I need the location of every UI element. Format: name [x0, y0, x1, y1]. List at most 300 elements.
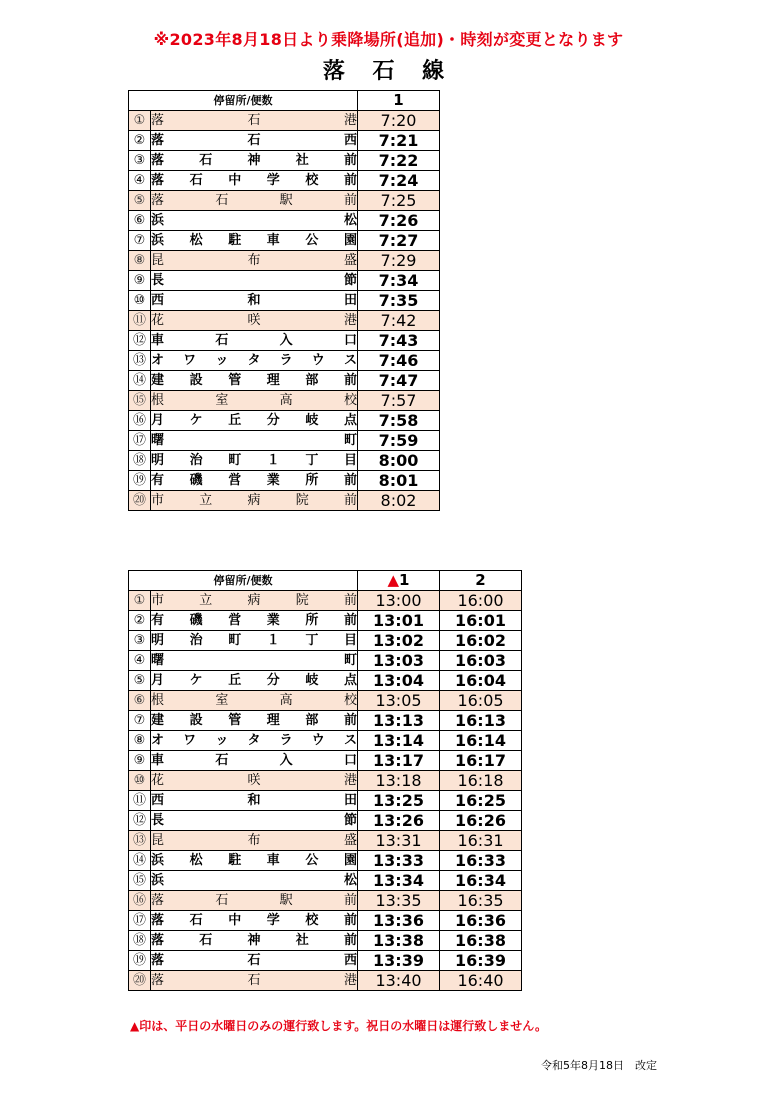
stop-name — [151, 331, 358, 351]
stop-name — [151, 771, 358, 791]
stop-number: ⑨ — [129, 751, 151, 771]
stop-number: ① — [129, 111, 151, 131]
stop-name-char: 神 — [247, 153, 261, 168]
departure-time: 7:59 — [358, 431, 440, 451]
stop-name-char: ケ — [189, 413, 203, 428]
stop-name-char: 神 — [247, 933, 261, 948]
stop-name — [151, 311, 358, 331]
table-header-row — [129, 91, 440, 111]
departure-time: 13:04 — [358, 671, 440, 691]
stop-name-char: 浜 — [151, 853, 165, 868]
stop-name-char: 和 — [247, 293, 261, 308]
stop-name-char: ウ — [311, 353, 325, 368]
stop-name-char: 校 — [343, 693, 357, 708]
stop-name — [151, 751, 358, 771]
table-row — [129, 491, 440, 511]
trip-number: 1 — [399, 571, 410, 589]
stop-name-char: 石 — [215, 893, 229, 908]
table-row — [129, 711, 522, 731]
stop-name-char: 節 — [343, 813, 357, 828]
stop-name-char: 高 — [279, 393, 293, 408]
stop-name-char: 入 — [279, 333, 293, 348]
stop-name-char: 落 — [151, 133, 165, 148]
departure-time: 13:26 — [358, 811, 440, 831]
table-row — [129, 191, 440, 211]
stop-number: ⑪ — [129, 311, 151, 331]
stop-name-char: 口 — [343, 333, 357, 348]
departure-time: 16:39 — [440, 951, 522, 971]
stop-name — [151, 151, 358, 171]
departure-time: 7:21 — [358, 131, 440, 151]
stop-name — [151, 471, 358, 491]
table-row — [129, 391, 440, 411]
stop-number: ⑧ — [129, 251, 151, 271]
stop-name-char: 節 — [343, 273, 357, 288]
stop-name-char: ラ — [279, 733, 293, 748]
stop-name-char: 前 — [343, 193, 357, 208]
stop-number: ⑪ — [129, 791, 151, 811]
stop-name-char: 園 — [343, 233, 357, 248]
departure-time: 16:31 — [440, 831, 522, 851]
table-row — [129, 811, 522, 831]
stop-name-char: ケ — [189, 673, 203, 688]
table-row — [129, 591, 522, 611]
departure-time: 16:01 — [440, 611, 522, 631]
departure-time: 7:58 — [358, 411, 440, 431]
stop-name-char: 石 — [247, 113, 261, 128]
stop-name-char: 前 — [343, 473, 357, 488]
stop-name-char: 港 — [343, 113, 357, 128]
departure-time: 13:17 — [358, 751, 440, 771]
stop-name-char: 設 — [189, 713, 203, 728]
stop-name-char: 西 — [151, 293, 165, 308]
stop-name-char: ス — [343, 733, 357, 748]
departure-time: 13:40 — [358, 971, 440, 991]
departure-time: 16:17 — [440, 751, 522, 771]
stop-name-char: 管 — [228, 713, 242, 728]
stop-name — [151, 391, 358, 411]
stop-name — [151, 651, 358, 671]
stop-name-char: 咲 — [247, 313, 261, 328]
stop-name — [151, 711, 358, 731]
table-row — [129, 611, 522, 631]
stop-name — [151, 631, 358, 651]
stop-name-char: 管 — [228, 373, 242, 388]
stop-number: ⑲ — [129, 951, 151, 971]
stop-number: ③ — [129, 631, 151, 651]
stop-name — [151, 171, 358, 191]
table-row — [129, 971, 522, 991]
table-row — [129, 311, 440, 331]
departure-time: 13:13 — [358, 711, 440, 731]
table-row — [129, 131, 440, 151]
table-row — [129, 451, 440, 471]
stop-name-char: 病 — [247, 493, 261, 508]
departure-time: 13:34 — [358, 871, 440, 891]
table-row — [129, 351, 440, 371]
stop-number: ⑯ — [129, 411, 151, 431]
stop-name-char: 前 — [343, 593, 357, 608]
stop-name-char: 市 — [151, 593, 165, 608]
stop-name-char: 有 — [151, 613, 165, 628]
stop-name-char: 理 — [266, 373, 280, 388]
table-row — [129, 891, 522, 911]
stop-name — [151, 611, 358, 631]
trip-header — [358, 571, 440, 591]
stop-name-char: 西 — [343, 953, 357, 968]
stop-name-char: 松 — [343, 873, 357, 888]
stop-name-char: 石 — [247, 133, 261, 148]
stop-name-char: 所 — [305, 473, 319, 488]
stop-name — [151, 371, 358, 391]
table-row — [129, 411, 440, 431]
stop-name-char: 石 — [199, 153, 213, 168]
stop-name-char: ワ — [183, 353, 197, 368]
stop-name-char: 丁 — [305, 453, 319, 468]
stop-number: ⑫ — [129, 811, 151, 831]
stop-name-char: 浜 — [151, 233, 165, 248]
departure-time: 13:03 — [358, 651, 440, 671]
stop-name-char: 田 — [343, 793, 357, 808]
stop-name-char: 前 — [343, 893, 357, 908]
stop-number: ⑲ — [129, 471, 151, 491]
stop-name-char: 営 — [228, 473, 242, 488]
departure-time: 16:35 — [440, 891, 522, 911]
stop-name-char: 公 — [305, 853, 319, 868]
stop-name-char: 盛 — [343, 833, 357, 848]
stop-name-char: 建 — [151, 373, 165, 388]
departure-time: 7:27 — [358, 231, 440, 251]
page-title: 落 石 線 — [322, 59, 455, 84]
stop-name-char: 建 — [151, 713, 165, 728]
stop-name-char: 落 — [151, 893, 165, 908]
stop-name — [151, 951, 358, 971]
stop-name-char: 前 — [343, 373, 357, 388]
stop-number: ⑬ — [129, 351, 151, 371]
departure-time: 7:29 — [358, 251, 440, 271]
stop-number: ⑤ — [129, 191, 151, 211]
table-row — [129, 231, 440, 251]
stop-number: ⑧ — [129, 731, 151, 751]
stop-name-char: 所 — [305, 613, 319, 628]
stop-name-char: 曙 — [151, 433, 165, 448]
stop-name-char: 目 — [343, 453, 357, 468]
stop-number: ⑥ — [129, 691, 151, 711]
stop-name-char: 病 — [247, 593, 261, 608]
stop-name-char: 根 — [151, 393, 165, 408]
stop-number: ⑬ — [129, 831, 151, 851]
stop-name-char: 月 — [151, 673, 165, 688]
stop-name-char: 西 — [343, 133, 357, 148]
stop-name-char: 前 — [343, 173, 357, 188]
stop-name-char: 明 — [151, 633, 165, 648]
stop-name — [151, 971, 358, 991]
stop-name-char: 石 — [199, 933, 213, 948]
stop-number: ③ — [129, 151, 151, 171]
change-notice: ※2023年8月18日より乗降場所(追加)・時刻が変更となります — [153, 30, 624, 49]
stop-number: ⑰ — [129, 431, 151, 451]
stop-name-char: 前 — [343, 713, 357, 728]
stop-name — [151, 691, 358, 711]
inbound-timetable — [128, 570, 522, 991]
stop-name-char: 駅 — [279, 193, 293, 208]
stop-name-char: 部 — [305, 373, 319, 388]
stop-name-char: 昆 — [151, 253, 165, 268]
stop-name-char: 長 — [151, 813, 165, 828]
table-row — [129, 951, 522, 971]
outbound-timetable — [128, 90, 440, 511]
table-row — [129, 371, 440, 391]
table-row — [129, 771, 522, 791]
stop-name-char: 目 — [343, 633, 357, 648]
departure-time: 16:40 — [440, 971, 522, 991]
stop-name-char: 根 — [151, 693, 165, 708]
table-row — [129, 331, 440, 351]
table-row — [129, 211, 440, 231]
stop-name — [151, 451, 358, 471]
departure-time: 13:39 — [358, 951, 440, 971]
departure-time: 16:03 — [440, 651, 522, 671]
table-row — [129, 271, 440, 291]
departure-time: 13:33 — [358, 851, 440, 871]
stop-name — [151, 591, 358, 611]
stop-name-char: 町 — [343, 433, 357, 448]
stop-number: ⑱ — [129, 451, 151, 471]
stop-name-char: 院 — [295, 593, 309, 608]
stop-name-char: 布 — [247, 833, 261, 848]
departure-time: 13:36 — [358, 911, 440, 931]
stop-name-char: １ — [266, 453, 280, 468]
stop-number: ⑩ — [129, 771, 151, 791]
departure-time: 7:20 — [358, 111, 440, 131]
table-row — [129, 291, 440, 311]
stop-name-char: 落 — [151, 953, 165, 968]
table-row — [129, 731, 522, 751]
stop-name-char: 市 — [151, 493, 165, 508]
stop-name-char: 町 — [343, 653, 357, 668]
stop-name — [151, 811, 358, 831]
stop-name-char: オ — [151, 733, 165, 748]
stop-name-char: 花 — [151, 773, 165, 788]
stop-number: ⑦ — [129, 231, 151, 251]
departure-time: 7:57 — [358, 391, 440, 411]
departure-time: 13:00 — [358, 591, 440, 611]
stop-name-char: 布 — [247, 253, 261, 268]
stop-name-char: 浜 — [151, 873, 165, 888]
stop-name-char: 業 — [266, 613, 280, 628]
table-row — [129, 831, 522, 851]
departure-time: 7:26 — [358, 211, 440, 231]
stop-name-char: ッ — [215, 733, 229, 748]
trip-header: 2 — [440, 571, 522, 591]
departure-time: 16:02 — [440, 631, 522, 651]
stop-name-char: 港 — [343, 773, 357, 788]
stop-name — [151, 411, 358, 431]
stop-name — [151, 291, 358, 311]
stop-name-char: 石 — [247, 953, 261, 968]
stop-name-char: 点 — [343, 673, 357, 688]
stop-name-char: 丘 — [228, 673, 242, 688]
departure-time: 7:22 — [358, 151, 440, 171]
stop-name — [151, 931, 358, 951]
stop-name-char: 営 — [228, 613, 242, 628]
departure-time: 16:00 — [440, 591, 522, 611]
stop-name-char: 松 — [189, 853, 203, 868]
stop-name-char: 理 — [266, 713, 280, 728]
stop-name-char: 明 — [151, 453, 165, 468]
stop-name-char: 立 — [199, 593, 213, 608]
stop-name-char: 月 — [151, 413, 165, 428]
stop-name-char: 立 — [199, 493, 213, 508]
stop-name-char: 社 — [295, 153, 309, 168]
stop-name — [151, 871, 358, 891]
stop-name — [151, 231, 358, 251]
stop-name-char: 車 — [151, 753, 165, 768]
departure-time: 16:26 — [440, 811, 522, 831]
stop-name-char: 磯 — [189, 613, 203, 628]
stop-name-char: 長 — [151, 273, 165, 288]
stop-name-char: 落 — [151, 173, 165, 188]
stop-number: ⑮ — [129, 871, 151, 891]
table-row — [129, 431, 440, 451]
stop-name-char: 点 — [343, 413, 357, 428]
stop-name-char: 学 — [266, 913, 280, 928]
stop-name — [151, 911, 358, 931]
stop-name-char: 石 — [215, 753, 229, 768]
stop-number: ⑨ — [129, 271, 151, 291]
stop-name-char: 治 — [189, 633, 203, 648]
stop-name-char: 社 — [295, 933, 309, 948]
stop-name-char: 落 — [151, 193, 165, 208]
stop-name-char: 院 — [295, 493, 309, 508]
stop-name — [151, 351, 358, 371]
table-header-row — [129, 571, 522, 591]
stop-name-char: 学 — [266, 173, 280, 188]
stop-name — [151, 491, 358, 511]
stop-name-char: 口 — [343, 753, 357, 768]
stop-name-char: 港 — [343, 973, 357, 988]
departure-time: 16:05 — [440, 691, 522, 711]
triangle-marker-icon: ▲ — [387, 571, 400, 589]
stop-number: ⑮ — [129, 391, 151, 411]
table-row — [129, 171, 440, 191]
stop-name — [151, 191, 358, 211]
stop-name-char: 町 — [228, 453, 242, 468]
stop-name-char: 前 — [343, 153, 357, 168]
stop-name-char: 岐 — [305, 413, 319, 428]
stop-name-char: 室 — [215, 693, 229, 708]
stop-name-char: 石 — [215, 333, 229, 348]
stop-name-char: 浜 — [151, 213, 165, 228]
stop-name-char: 公 — [305, 233, 319, 248]
departure-time: 7:25 — [358, 191, 440, 211]
stop-name-char: 落 — [151, 913, 165, 928]
departure-time: 13:14 — [358, 731, 440, 751]
stop-name-char: 西 — [151, 793, 165, 808]
stop-name-char: 花 — [151, 313, 165, 328]
stop-name-char: 石 — [189, 173, 203, 188]
stop-name-char: 駐 — [228, 233, 242, 248]
stop-name-char: 園 — [343, 853, 357, 868]
stop-name-char: 岐 — [305, 673, 319, 688]
table-row — [129, 791, 522, 811]
stop-name-char: 高 — [279, 693, 293, 708]
stop-name-char: 咲 — [247, 773, 261, 788]
wednesday-note: ▲印は、平日の水曜日のみの運行致します。祝日の水曜日は運行致しません。 — [130, 1019, 547, 1033]
stop-name — [151, 731, 358, 751]
table-row — [129, 871, 522, 891]
stop-name-char: 車 — [266, 233, 280, 248]
departure-time: 8:02 — [358, 491, 440, 511]
stop-name-char: 石 — [189, 913, 203, 928]
departure-time: 7:42 — [358, 311, 440, 331]
stop-name-char: 校 — [343, 393, 357, 408]
departure-time: 7:46 — [358, 351, 440, 371]
stop-name-char: 車 — [266, 853, 280, 868]
stop-name — [151, 111, 358, 131]
departure-time: 16:34 — [440, 871, 522, 891]
departure-time: 16:36 — [440, 911, 522, 931]
table-row — [129, 671, 522, 691]
table-row — [129, 751, 522, 771]
stop-name-char: 松 — [343, 213, 357, 228]
stop-name-char: 前 — [343, 913, 357, 928]
departure-time: 7:34 — [358, 271, 440, 291]
stop-number: ⑩ — [129, 291, 151, 311]
stop-name-char: １ — [266, 633, 280, 648]
stop-name-char: ッ — [215, 353, 229, 368]
stop-number: ⑥ — [129, 211, 151, 231]
departure-time: 13:05 — [358, 691, 440, 711]
stop-number: ⑫ — [129, 331, 151, 351]
table-row — [129, 931, 522, 951]
stop-name-char: 室 — [215, 393, 229, 408]
stop-name-char: 和 — [247, 793, 261, 808]
stop-name-char: 昆 — [151, 833, 165, 848]
stop-name-char: 石 — [247, 973, 261, 988]
stop-column-header: 停留所/便数 — [129, 571, 358, 591]
stop-name-char: ウ — [311, 733, 325, 748]
stop-name-char: 石 — [215, 193, 229, 208]
stop-name-char: 磯 — [189, 473, 203, 488]
stop-name — [151, 891, 358, 911]
departure-time: 7:35 — [358, 291, 440, 311]
stop-name-char: 港 — [343, 313, 357, 328]
departure-time: 7:24 — [358, 171, 440, 191]
table-row — [129, 851, 522, 871]
stop-name-char: 治 — [189, 453, 203, 468]
stop-name-char: 前 — [343, 933, 357, 948]
stop-name-char: ラ — [279, 353, 293, 368]
stop-number: ⑭ — [129, 851, 151, 871]
departure-time: 13:31 — [358, 831, 440, 851]
stop-name-char: 入 — [279, 753, 293, 768]
stop-name-char: 落 — [151, 153, 165, 168]
stop-name — [151, 431, 358, 451]
table-row — [129, 631, 522, 651]
departure-time: 16:18 — [440, 771, 522, 791]
stop-column-header: 停留所/便数 — [129, 91, 358, 111]
stop-name-char: 有 — [151, 473, 165, 488]
departure-time: 7:43 — [358, 331, 440, 351]
stop-name-char: 落 — [151, 113, 165, 128]
stop-name — [151, 831, 358, 851]
stop-number: ② — [129, 611, 151, 631]
stop-number: ⑦ — [129, 711, 151, 731]
stop-name-char: 校 — [305, 913, 319, 928]
stop-name-char: 前 — [343, 613, 357, 628]
stop-name-char: 業 — [266, 473, 280, 488]
